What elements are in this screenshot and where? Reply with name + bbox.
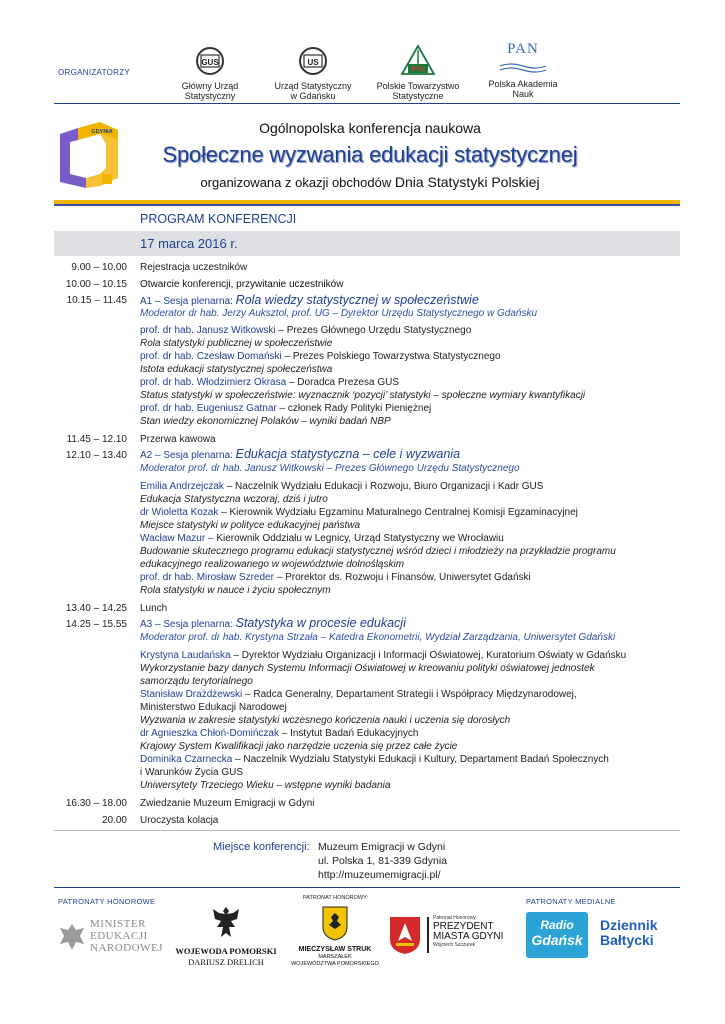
time-slot: 9.00 – 10.00: [71, 262, 127, 273]
speaker-name: Krystyna Laudańska: [140, 650, 231, 661]
org-us-line2: w Gdańsku: [290, 91, 336, 101]
item-text: Zwiedzanie Muzeum Emigracji w Gdyni: [140, 798, 315, 809]
pts-logo-icon: [400, 44, 436, 76]
minister-line3: NARODOWEJ: [90, 942, 163, 954]
gdynia-logo-icon: [56, 118, 122, 194]
blue-bar: [54, 204, 680, 206]
time-slot: 11.45 – 12.10: [66, 434, 127, 445]
gus-logo-icon: [195, 46, 225, 76]
speaker-role: – Doradca Prezesa GUS: [286, 377, 399, 388]
item-text: Uroczysta kolacja: [140, 815, 219, 826]
radio-line1: Radio: [540, 918, 574, 932]
pomorskie-crest-icon: [321, 905, 349, 941]
minister-line1: MINISTER: [90, 918, 146, 930]
org-pts[interactable]: [368, 44, 468, 101]
us-logo-icon: [298, 46, 328, 76]
subtitle-pre: organizowana z okazji obchodów: [200, 175, 395, 190]
time-slot: 10.15 – 11.45: [66, 295, 127, 306]
org-us-line1: Urząd Statystyczny: [274, 81, 352, 91]
eagle-crest-icon: [211, 905, 241, 941]
session-title: Edukacja statystyczna – cele i wyzwania: [235, 447, 461, 461]
session-lead: A2 – Sesja plenarna:: [140, 450, 236, 461]
honorary-small-label: PATRONAT HONOROWY:: [303, 895, 368, 901]
venue-name: Muzeum Emigracji w Gdyni: [318, 841, 446, 853]
venue-address: ul. Polska 1, 81-339 Gdynia: [318, 855, 447, 867]
speaker-name: prof. dr hab. Włodzimierz Okrasa: [140, 377, 287, 388]
patron-marszalek[interactable]: [285, 905, 385, 977]
item-text: Rejestracja uczestników: [140, 262, 248, 273]
speaker-role: Kierownik Oddziału w Legnicy, Urząd Statystyczny we Wrocławiu: [213, 533, 504, 544]
conference-title: Społeczne wyzwania edukacji statystycznej: [162, 142, 578, 167]
session-lead: A3 – Sesja plenarna:: [140, 619, 236, 630]
pan-logo-icon: [493, 41, 553, 76]
gdynia-line1: PREZYDENT: [433, 921, 494, 932]
session-title: Rola wiedzy statystycznej w społeczeństwie: [235, 293, 479, 307]
speaker-role: – Radca Generalny, Departament Strategii i Współpracy Międzynarodowej,: [242, 689, 577, 700]
org-gus-line1: Główny Urząd: [181, 81, 239, 91]
item-text: Otwarcie konferencji, przywitanie uczestników: [140, 279, 344, 290]
program-date: 17 marca 2016 r.: [140, 236, 238, 251]
org-pan-line1: Polska Akademia: [488, 79, 558, 89]
speaker-role: – Naczelnik Wydziału Edukacji i Rozwoju, Biuro Organizacji i Kadr GUS: [223, 481, 544, 492]
time-slot: 20.00: [101, 815, 127, 826]
item-text: Przerwa kawowa: [140, 434, 216, 445]
item-text: Lunch: [140, 603, 168, 614]
gdynia-line2: MIASTA GDYNI: [433, 931, 504, 942]
session-title: Statystyka w procesie edukacji: [235, 616, 406, 630]
speaker-name: prof. dr hab. Czesław Domański: [140, 351, 282, 362]
org-us-gdansk[interactable]: [266, 46, 360, 101]
speaker-name: dr Agnieszka Chłoń-Domińczak: [140, 728, 279, 739]
session-lead: A1 – Sesja plenarna:: [140, 296, 236, 307]
venue-url[interactable]: http://muzeumemigracji.pl/: [318, 869, 441, 881]
struk-line3: WOJEWÓDZTWA POMORSKIEGO: [291, 961, 379, 967]
org-pts-line2: Statystyczne: [392, 91, 444, 101]
patron-minister[interactable]: [58, 918, 168, 958]
speaker-name: dr Wioletta Kozak: [140, 507, 219, 518]
speaker-role: – Kierownik Wydziału Egzaminu Maturalnego Centralnej Komisji Egzaminacyjnej: [218, 507, 578, 518]
program-label: PROGRAM KONFERENCJI: [140, 212, 297, 226]
org-pan-line2: Nauk: [512, 89, 534, 99]
struk-line1: MIECZYSŁAW STRUK: [298, 946, 372, 953]
speaker-role: – Prorektor ds. Rozwoju i Finansów, Uniwersytet Gdański: [273, 572, 531, 583]
org-gus[interactable]: [172, 46, 248, 101]
speaker-name: Wacław Mazur –: [140, 533, 214, 544]
wojewoda-line2: DARIUSZ DRELICH: [188, 957, 264, 967]
gdynia-logo-text: GDYNIA: [91, 129, 113, 135]
dziennik-line1: Dziennik: [600, 917, 658, 933]
radio-line2: Gdańsk: [531, 932, 583, 948]
speaker-name: prof. dr hab. Janusz Witkowski: [140, 325, 276, 336]
org-gus-line2: Statystyczny: [184, 91, 236, 101]
honorary-patrons-label: PATRONATY HONOROWE: [58, 897, 156, 906]
speaker-name: Stanisław Drażdżewski: [140, 689, 243, 700]
media-radio-gdansk[interactable]: [526, 912, 588, 958]
patron-prezydent-gdyni[interactable]: [388, 915, 518, 959]
patron-wojewoda[interactable]: [170, 905, 282, 967]
gdynia-line3: Wojciech Szczurek: [433, 942, 476, 948]
minister-line2: EDUKACJI: [90, 930, 148, 942]
speaker-role: – Instytut Badań Edukacyjnych: [278, 728, 419, 739]
pan-logo-text: PAN: [507, 41, 539, 57]
speaker-role: – Naczelnik Wydziału Statystyki Edukacji i Kultury, Departament Badań Społecznych: [232, 754, 609, 765]
gdynia-small: Patronat Honorowy: [433, 915, 476, 921]
header-divider: [54, 103, 680, 104]
eagle-icon: [58, 920, 86, 954]
media-patrons-label: PATRONATY MEDIALNE: [526, 897, 616, 906]
venue-label: Miejsce konferencji:: [213, 841, 310, 853]
time-slot: 14.25 – 15.55: [65, 619, 127, 630]
time-slot: 10.00 – 10.15: [65, 279, 127, 290]
speaker-role: – członek Rady Polityki Pieniężnej: [276, 403, 432, 414]
org-pts-line1: Polskie Towarzystwo: [376, 81, 460, 91]
time-slot: 12.10 – 13.40: [65, 450, 127, 461]
patron-separator: [427, 917, 429, 953]
dziennik-line2: Bałtycki: [600, 932, 654, 948]
struk-line2: MARSZAŁEK: [318, 954, 352, 960]
footer-divider: [54, 887, 680, 888]
time-slot: 13.40 – 14.25: [65, 603, 127, 614]
conference-kind: Ogólnopolska konferencja naukowa: [259, 120, 481, 136]
speaker-name: Emilia Andrzejczak: [140, 481, 224, 492]
speaker-name: prof. dr hab. Eugeniusz Gatnar: [140, 403, 277, 414]
speaker-role: – Dyrektor Wydziału Organizacji i Informacji Oświatowej, Kuratorium Oświaty w Gdańsku: [230, 650, 627, 661]
schedule-divider: [54, 830, 680, 831]
wojewoda-line1: WOJEWODA POMORSKI: [175, 946, 277, 956]
speaker-name: prof. dr hab. Mirosław Szreder: [140, 572, 274, 583]
conference-subtitle: [130, 174, 610, 190]
organizers-label: ORGANIZATORZY: [58, 68, 131, 77]
gdynia-crest-icon: [388, 915, 422, 955]
org-pan[interactable]: [478, 41, 568, 99]
media-dziennik-baltycki[interactable]: [600, 918, 680, 954]
speaker-role: – Prezes Głównego Urzędu Statystycznego: [275, 325, 472, 336]
pts-logo-text: PTS: [411, 66, 425, 74]
speaker-role: – Prezes Polskiego Towarzystwa Statystycznego: [281, 351, 501, 362]
speaker-name: Dominika Czarnecka: [140, 754, 233, 765]
time-slot: 16.30 – 18.00: [65, 798, 127, 809]
gus-logo-text: GUS: [201, 58, 219, 67]
us-logo-text: US: [307, 58, 319, 67]
subtitle-emph: Dnia Statystyki Polskiej: [394, 174, 540, 190]
